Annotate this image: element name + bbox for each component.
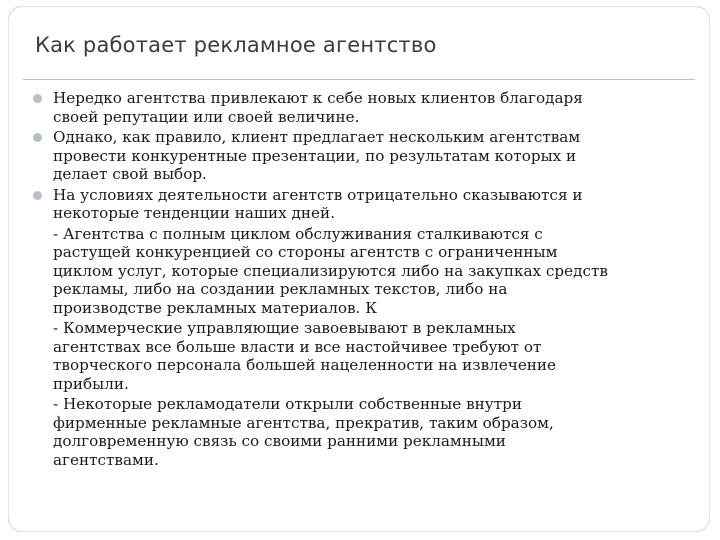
sub-paragraph (31, 395, 693, 469)
bullet-text-line: делает свой выбор. (53, 165, 207, 183)
sub-paragraph (31, 319, 693, 393)
bullet-item (31, 89, 693, 126)
sub-text-line: циклом услуг, которые специализируются либо на закупках средств (53, 261, 608, 280)
sub-text-line: - Агентства с полным циклом обслуживания сталкиваются с (53, 224, 543, 243)
sub-text-line: агентствах все больше власти и все настойчивее требуют от (53, 337, 542, 356)
slide-title: Как работает рекламное агентство (35, 33, 437, 57)
bullet-text-line: Нередко агентства привлекают к себе новых клиентов благодаря (53, 89, 583, 107)
bullet-dot-icon (33, 191, 42, 200)
sub-paragraph (31, 225, 693, 318)
sub-text-line: - Некоторые рекламодатели открыли собственные внутри (53, 395, 522, 413)
sub-text-line: производстве рекламных материалов. К (53, 298, 377, 317)
bullet-text-line: На условиях деятельности агентств отрицательно сказываются и (53, 185, 583, 204)
sub-text-line: прибыли. (53, 374, 129, 393)
bullet-item (31, 186, 693, 223)
bullet-dot-icon (33, 94, 42, 103)
sub-text-line: агентствами. (53, 450, 159, 469)
sub-text-line: растущей конкуренцией со стороны агентств с ограниченным (53, 243, 558, 261)
slide-content (31, 89, 693, 469)
bullet-text-line: своей репутации или своей величине. (53, 107, 360, 126)
sub-text-line: долговременную связь со своими ранними рекламными (53, 432, 506, 450)
bullet-dot-icon (33, 133, 42, 142)
title-divider (23, 79, 695, 80)
bullet-item (31, 128, 693, 184)
sub-text-line: фирменные рекламные агентства, прекратив, таким образом, (53, 413, 554, 432)
bullet-text-line: некоторые тенденции наших дней. (53, 204, 335, 222)
bullet-text-line: провести конкурентные презентации, по результатам которых и (53, 146, 577, 165)
sub-text-line: рекламы, либо на создании рекламных текстов, либо на (53, 280, 508, 298)
slide-frame (8, 6, 710, 532)
sub-text-line: - Коммерческие управляющие завоевывают в рекламных (53, 319, 516, 337)
bullet-text-line: Однако, как правило, клиент предлагает нескольким агентствам (53, 128, 581, 146)
sub-text-line: творческого персонала большей нацеленности на извлечение (53, 356, 557, 374)
